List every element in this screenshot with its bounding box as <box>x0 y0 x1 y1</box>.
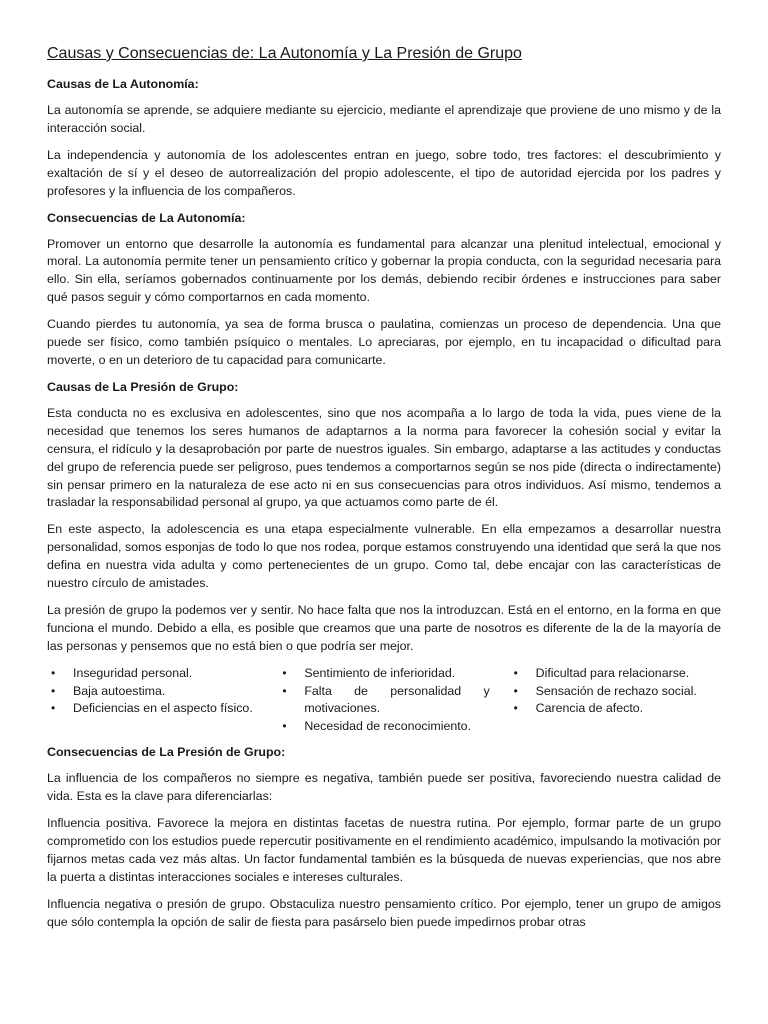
paragraph: Promover un entorno que desarrolle la autonomía es fundamental para alcanzar una plenitud intelectual, emocional y moral. La autonomía permite tener un pensamiento crítico y gobernar la propia conducta, con la seguridad necesaria para ello. Sin ella, seríamos gobernados continuamente por los demás, debiendo recibir órdenes e instrucciones para saber qué pasos seguir y cómo comportarnos en cada momento. <box>47 236 721 305</box>
list-item: • Sensación de rechazo social. <box>510 683 721 701</box>
list-item: • Dificultad para relacionarse. <box>510 665 721 683</box>
paragraph: La presión de grupo la podemos ver y sentir. No hace falta que nos la introduzcan. Está en el entorno, en la forma en que funciona el mundo. Debido a ella, es posible que creamos que una parte de nosotros es diferente de la de la mayoría de las personas y pensemos que no está bien o que podría ser mejor. <box>47 602 721 653</box>
heading-consecuencias-presion: Consecuencias de La Presión de Grupo: <box>47 745 286 760</box>
paragraph: La autonomía se aprende, se adquiere mediante su ejercicio, mediante el aprendizaje que proviene de uno mismo y de la interacción social. <box>47 103 721 135</box>
paragraph: La independencia y autonomía de los adolescentes entran en juego, sobre todo, tres factores: el descubrimiento y exaltación de sí y el deseo de autorrealización del propio adolescente, el tipo de autoridad ejercida por los padres y profesores y la influencia de los compañeros. <box>47 147 721 198</box>
bullet-list-column-3 <box>510 665 721 737</box>
paragraph: Influencia positiva. Favorece la mejora en distintas facetas de nuestra rutina. Por ejemplo, formar parte de un grupo comprometido con los estudios puede repercutir positivamente en el rendimiento académico, impulsando la motivación por fijarnos metas cada vez más altas. Un factor fundamental también es la búsqueda de nuevas experiencias, que nos abre la puerta a distintas interacciones sociales e intereses culturales. <box>47 816 721 884</box>
list-item: • Sentimiento de inferioridad. <box>278 665 489 683</box>
list-item: • Necesidad de reconocimiento. <box>278 718 489 736</box>
paragraph: La influencia de los compañeros no siempre es negativa, también puede ser positiva, favoreciendo nuestra calidad de vida. Esta es la clave para diferenciarlas: <box>47 771 721 804</box>
list-item: • Carencia de afecto. <box>510 700 721 718</box>
bullet-list-column-1 <box>47 665 258 737</box>
paragraph: Esta conducta no es exclusiva en adolescentes, sino que nos acompaña a lo largo de toda la vida, pues viene de la necesidad que tenemos los seres humanos de adaptarnos a la norma para favorecer la cohesión social y evitar la censura, el ridículo y la desaprobación por parte de nuestros iguales. Sin embargo, adaptarse a las actitudes y conductas del grupo de referencia puede ser peligroso, pues tendemos a comportarnos según se nos pide (directa o indirectamente) sin pensar primero en la naturaleza de ese acto ni en sus consecuencias para otros individuos. Así mismo, tendemos a trasladar la responsabilidad personal al grupo, ya que actuamos como parte de él. <box>47 405 721 510</box>
bullet-list-column-2 <box>278 665 489 737</box>
heading-consecuencias-autonomia: Consecuencias de La Autonomía: <box>47 210 246 225</box>
list-item: • Baja autoestima. <box>47 683 258 701</box>
heading-causas-presion: Causas de La Presión de Grupo: <box>47 379 239 394</box>
page-title: Causas y Consecuencias de: La Autonomía y La Presión de Grupo <box>47 45 522 62</box>
list-item: • Inseguridad personal. <box>47 665 258 683</box>
heading-causas-autonomia: Causas de La Autonomía: <box>47 77 199 91</box>
list-item: • Falta de personalidad y motivaciones. <box>278 683 489 719</box>
paragraph: Influencia negativa o presión de grupo. Obstaculiza nuestro pensamiento crítico. Por ejemplo, tener un grupo de amigos que sólo contempla la opción de salir de fiesta para pasárselo bien puede impedirnos probar otras <box>47 896 721 929</box>
paragraph: En este aspecto, la adolescencia es una etapa especialmente vulnerable. En ella empezamos a desarrollar nuestra personalidad, somos esponjas de todo lo que nos rodea, porque estamos construyendo una identidad que será la que nos defina en nuestra vida adulta y como pertenecientes de un grupo. Como tal, debe encajar con las características de nuestro círculo de amistades. <box>47 522 721 591</box>
causes-bullet-lists <box>47 665 721 737</box>
paragraph: Cuando pierdes tu autonomía, ya sea de forma brusca o paulatina, comienzas un proceso de dependencia. Una que puede ser físico, como también psíquico o mentales. Lo apreciaras, por ejemplo, en tu incapacidad o dificultad para moverte, o en un deterioro de tu capacidad para comunicarte. <box>47 317 721 367</box>
list-item: • Deficiencias en el aspecto físico. <box>47 700 258 718</box>
